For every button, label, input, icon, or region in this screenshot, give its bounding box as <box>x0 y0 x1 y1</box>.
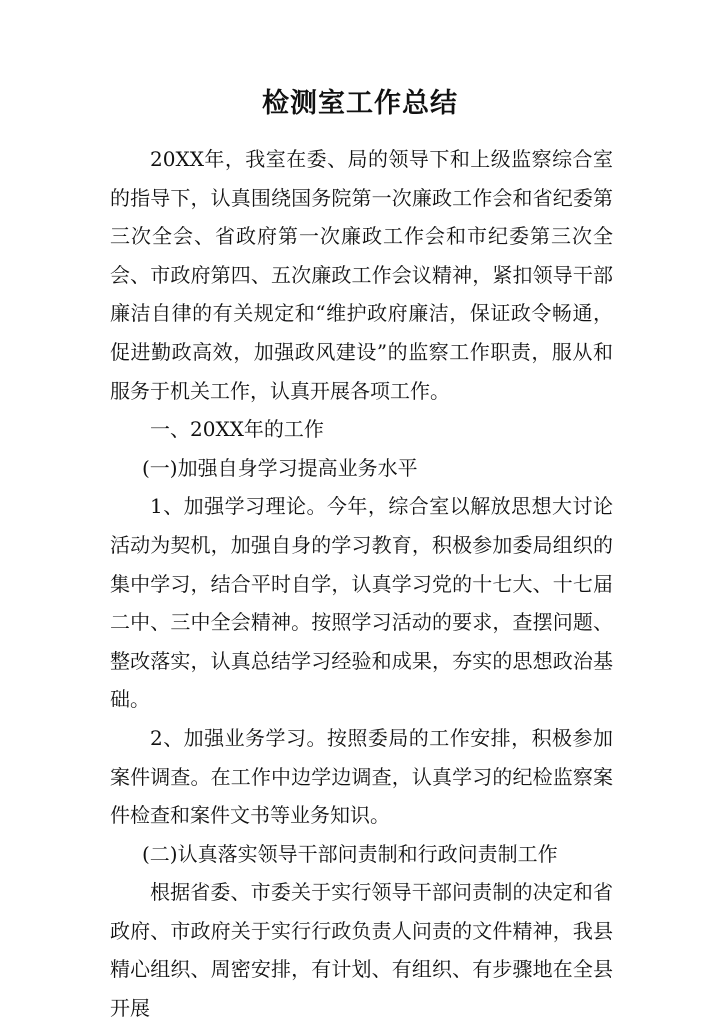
section-heading-1: 一、20XX年的工作 <box>150 417 324 442</box>
paragraph-intro: 20XX年，我室在委、局的领导下和上级监察综合室的指导下，认真围绕国务院第一次廉政工作会和省纪委第三次全会、省政府第一次廉政工作会和市纪委第三次全会、市政府第四、五次廉政工作会议精神，紧扣领导干部廉洁自律的有关规定和“维护政府廉洁，保证政令畅通，促进勤政高效，加强政风建设”的监察工作职责，服从和服务于机关工作，认真开展各项工作。 <box>110 147 613 403</box>
document-body <box>110 140 613 1028</box>
document-title: 检测室工作总结 <box>262 88 458 119</box>
subsection-heading-2: (二)认真落实领导干部问责制和行政问责制工作 <box>142 841 558 866</box>
paragraph-accountability: 根据省委、市委关于实行领导干部问责制的决定和省政府、市政府关于实行行政负责人问责的文件精神，我县精心组织、周密安排，有计划、有组织、有步骤地在全县开展 <box>110 880 613 1021</box>
paragraph-theory-study: 1、加强学习理论。今年，综合室以解放思想大讨论活动为契机，加强自身的学习教育，积极参加委局组织的集中学习，结合平时自学，认真学习党的十七大、十七届二中、三中全会精神。按照学习活动的要求，查摆问题、整改落实，认真总结学习经验和成果，夯实的思想政治基础。 <box>110 494 613 712</box>
subsection-heading-1: (一)加强自身学习提高业务水平 <box>142 455 418 480</box>
paragraph-business-study: 2、加强业务学习。按照委局的工作安排，积极参加案件调查。在工作中边学边调查，认真学习的纪检监察案件检查和案件文书等业务知识。 <box>110 725 613 828</box>
